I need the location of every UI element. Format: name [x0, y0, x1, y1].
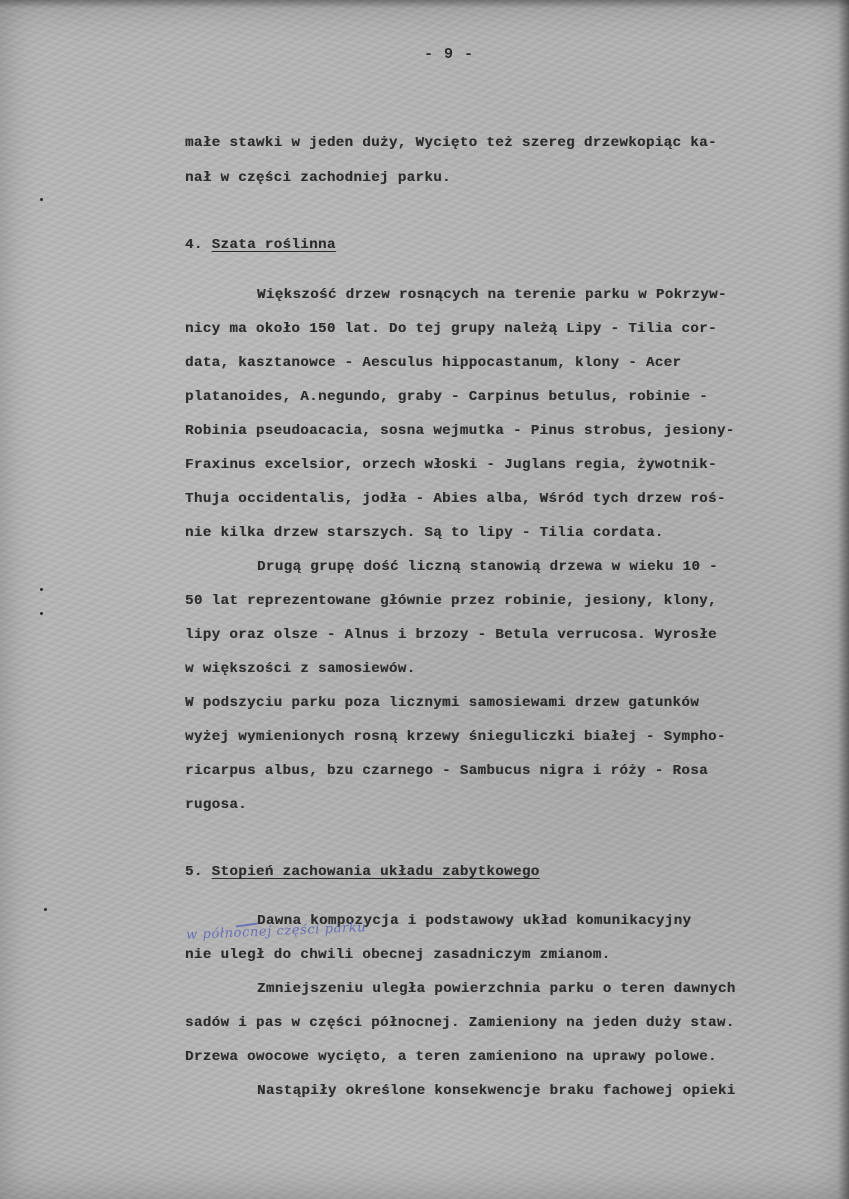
text-line: Nastąpiły określone konsekwencje braku fachowej opieki	[257, 1083, 736, 1099]
section-5-heading	[185, 862, 540, 882]
margin-mark	[44, 908, 47, 911]
section-4-title: Szata roślinna	[211, 237, 336, 253]
margin-mark	[40, 588, 43, 591]
section-5-number: 5.	[185, 864, 203, 880]
text-line: nicy ma około 150 lat. Do tej grupy należą Lipy - Tilia cor-	[185, 321, 717, 337]
text-line: Fraxinus excelsior, orzech włoski - Juglans regia, żywotnik-	[185, 457, 717, 473]
text-line: Większość drzew rosnących na terenie parku w Pokrzyw-	[257, 287, 727, 303]
text-line: ricarpus albus, bzu czarnego - Sambucus nigra i róży - Rosa	[185, 763, 708, 779]
page-top-edge	[0, 0, 849, 8]
text-line: wyżej wymienionych rosną krzewy śnieguliczki białej - Sympho-	[185, 729, 726, 745]
text-line: Robinia pseudoacacia, sosna wejmutka - Pinus strobus, jesiony-	[185, 423, 735, 439]
text-line: rugosa.	[185, 797, 248, 813]
text-line: Thuja occidentalis, jodła - Abies alba, Wśród tych drzew roś-	[185, 491, 726, 507]
text-line: sadów i pas w części północnej. Zamieniony na jeden duży staw.	[185, 1015, 735, 1031]
page-number: - 9 -	[424, 46, 475, 63]
page-right-edge	[838, 0, 849, 1199]
text-line: w większości z samosiewów.	[185, 661, 416, 677]
text-line: nie uległ do chwili obecnej zasadniczym zmianom.	[185, 947, 611, 963]
text-line: W podszyciu parku poza licznymi samosiewami drzew gatunków	[185, 695, 700, 711]
margin-mark	[40, 198, 43, 201]
text-line: platanoides, A.negundo, graby - Carpinus betulus, robinie -	[185, 389, 708, 405]
handwritten-annotation: w północnej części parku	[185, 920, 367, 943]
text-line: nał w części zachodniej parku.	[185, 170, 451, 186]
section-4-heading	[185, 235, 336, 255]
text-line: małe stawki w jeden duży, Wycięto też szereg drzewkopiąc ka-	[185, 135, 717, 151]
text-line: Dawna kompozycja i podstawowy układ komunikacyjny	[257, 913, 692, 929]
section-5-title: Stopień zachowania układu zabytkowego	[211, 864, 540, 880]
section-4-number: 4.	[185, 237, 203, 253]
text-line: Drzewa owocowe wycięto, a teren zamieniono na uprawy polowe.	[185, 1049, 717, 1065]
text-line: Drugą grupę dość liczną stanowią drzewa w wieku 10 -	[257, 559, 718, 575]
text-line: data, kasztanowce - Aesculus hippocastanum, klony - Acer	[185, 355, 682, 371]
text-line: lipy oraz olsze - Alnus i brzozy - Betula verrucosa. Wyrosłe	[185, 627, 717, 643]
text-line: nie kilka drzew starszych. Są to lipy - Tilia cordata.	[185, 525, 664, 541]
text-line: Zmniejszeniu uległa powierzchnia parku o teren dawnych	[257, 981, 736, 997]
text-line: 50 lat reprezentowane głównie przez robinie, jesiony, klony,	[185, 593, 717, 609]
margin-mark	[40, 612, 43, 615]
